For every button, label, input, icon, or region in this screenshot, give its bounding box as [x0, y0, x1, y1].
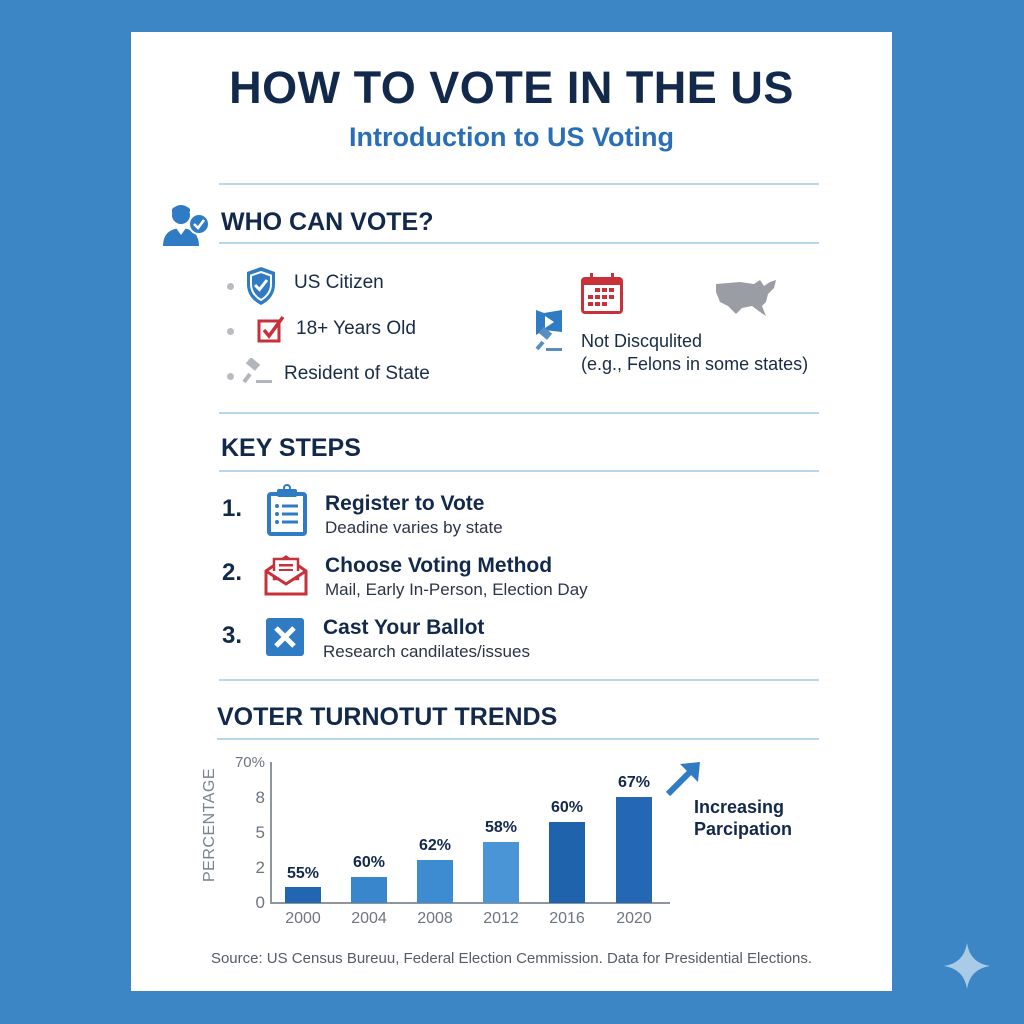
trend-annotation: Parcipation	[694, 819, 793, 839]
y-tick: 2	[255, 858, 265, 877]
page-subtitle: Introduction to US Voting	[349, 122, 674, 152]
trend-annotation: Increasing	[694, 797, 785, 817]
step-description: Mail, Early In-Person, Election Day	[325, 580, 588, 599]
bar-2004	[351, 877, 387, 903]
step-number: 1.	[222, 495, 243, 522]
y-tick: 0	[255, 893, 265, 912]
step-number: 2.	[222, 559, 243, 586]
bar-value-label: 62%	[418, 837, 452, 854]
bullet	[227, 328, 234, 335]
source-footnote: Source: US Census Bureuu, Federal Election Cemmission. Data for Presidential Elections.	[210, 950, 813, 967]
y-tick: 8	[255, 788, 265, 807]
clipboard-list-icon	[265, 484, 309, 543]
step-description: Deadine varies by state	[325, 518, 503, 537]
section-heading-who-can-vote: WHO CAN VOTE?	[221, 208, 434, 236]
infographic-card	[131, 32, 892, 991]
divider	[219, 470, 819, 472]
y-tick: 5	[255, 823, 265, 842]
bar-value-label: 60%	[352, 854, 386, 871]
x-tick: 2008	[417, 910, 453, 927]
bar-value-label: 58%	[484, 819, 518, 836]
x-tick: 2016	[549, 910, 585, 927]
bullet	[227, 283, 234, 290]
ballot-x-icon	[265, 617, 305, 662]
bar-value-label: 60%	[550, 799, 584, 816]
bar-value-label: 67%	[617, 774, 651, 791]
bar-2008	[417, 860, 453, 903]
x-axis	[270, 902, 670, 904]
divider	[219, 183, 819, 185]
bar-value-label: 55%	[286, 865, 320, 882]
requirement-age: 18+ Years Old	[296, 318, 416, 339]
x-tick: 2012	[483, 910, 519, 927]
disqualified-note: (e.g., Felons in some states)	[581, 354, 809, 374]
envelope-open-icon	[263, 553, 309, 602]
section-heading-turnout: VOTER TURNOTUT TRENDS	[217, 703, 558, 731]
gavel-icon	[242, 358, 274, 391]
step-title: Choose Voting Method	[325, 554, 553, 577]
bar-2020	[616, 797, 652, 903]
us-map-icon	[714, 278, 780, 323]
divider	[219, 679, 819, 681]
requirement-citizen: US Citizen	[294, 272, 384, 293]
step-number: 3.	[222, 622, 243, 649]
y-axis	[270, 762, 272, 903]
requirement-not-disqualified: Not Discqulited	[581, 331, 703, 351]
divider	[219, 412, 819, 414]
bar-2012	[483, 842, 519, 903]
y-axis-label: PERCENTAGE	[201, 767, 218, 882]
sparkle-icon	[942, 941, 992, 996]
step-description: Research candilates/issues	[323, 642, 530, 661]
calendar-icon	[579, 272, 625, 321]
page-title: HOW TO VOTE IN THE US	[229, 62, 794, 113]
x-tick: 2004	[351, 910, 387, 927]
bullet	[227, 373, 234, 380]
x-tick: 2020	[616, 910, 652, 927]
shield-check-icon	[244, 265, 278, 312]
bar-2000	[285, 887, 321, 903]
section-heading-key-steps: KEY STEPS	[221, 434, 361, 462]
step-title: Register to Vote	[325, 492, 485, 515]
checkbox-icon	[257, 315, 285, 348]
requirement-residency: Resident of State	[284, 363, 430, 384]
user-check-icon	[161, 202, 213, 253]
step-title: Cast Your Ballot	[323, 616, 485, 639]
bar-2016	[549, 822, 585, 903]
divider	[217, 738, 819, 740]
gavel-icon	[534, 327, 564, 360]
y-tick: 70%	[234, 754, 265, 771]
divider	[219, 242, 819, 244]
x-tick: 2000	[285, 910, 321, 927]
